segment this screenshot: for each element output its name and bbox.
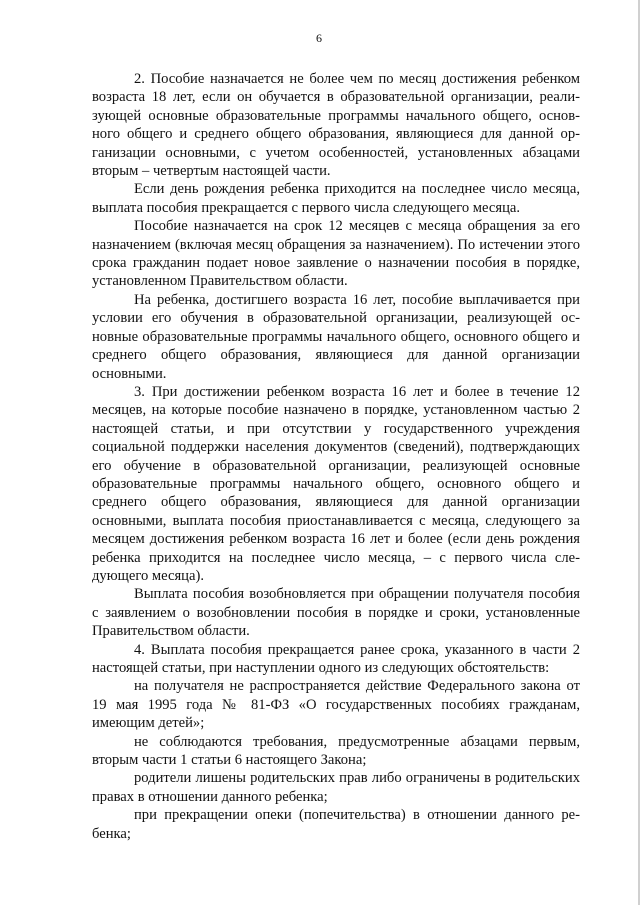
paragraph-11: при прекращении опеки (попечительства) в отношении данного ребенка; xyxy=(92,807,580,842)
paragraph-10: родители лишены родительских прав либо ограничены в родительских правах в отношении данного ребенка; xyxy=(92,770,580,805)
paragraph-8: на получателя не распространяется действие Федерального закона от 19 мая 1995 года № 81-ФЗ «О государственных пособиях гражданам, имеющим детей»; xyxy=(92,678,580,732)
page-number: 6 xyxy=(316,31,322,45)
paragraph-1: 2. Пособие назначается не более чем по месяц достижения ребенком возраста 18 лет, если он обучается в образовательной организации, реализующей основные образовательные программы начального общего, основного общего и среднего общего образования, являющиеся для данной организации основными, с учетом особенностей, установленных абзацами вторым – четвертым настоящей части. xyxy=(92,71,580,180)
paragraph-5: 3. При достижении ребенком возраста 16 лет и более в течение 12 месяцев, на которые пособие назначено в порядке, установленном частью 2 настоящей статьи, и при отсутствии у государственного учреждения социальной поддержки населения документов (сведений), подтверждающих его обучение в образовательной организации, реализующей основные образовательные программы начального общего, основного общего и среднего общего образования, являющиеся для данной организации основными, выплата пособия приостанавливается с месяца, следующего за месяцем достижения ребенком возраста 16 лет и более (если день рождения ребенка приходится на последнее число месяца, – с первого числа следующего месяца). xyxy=(92,383,580,584)
paragraph-2: Если день рождения ребенка приходится на последнее число месяца, выплата пособия прекращается с первого числа следующего месяца. xyxy=(92,181,580,216)
paragraph-9: не соблюдаются требования, предусмотренные абзацами первым, вторым части 1 статьи 6 настоящего Закона; xyxy=(92,733,580,769)
paragraph-6: Выплата пособия возобновляется при обращении получателя пособия с заявлением о возобновлении пособия в порядке и сроки, установленные Правительством области. xyxy=(92,586,580,640)
paragraph-4: На ребенка, достигшего возраста 16 лет, пособие выплачивается при условии его обучения в образовательной организации, реализующей основные образовательные программы начального общего, основного общего и среднего общего образования, являющиеся для данной организации основными. xyxy=(92,291,580,382)
paragraph-3: Пособие назначается на срок 12 месяцев с месяца обращения за его назначением (включая месяц обращения за назначением). По истечении этого срока гражданин подает новое заявление о назначении пособия в порядке, установленном Правительством области. xyxy=(92,218,580,290)
paragraph-7: 4. Выплата пособия прекращается ранее срока, указанного в части 2 настоящей статьи, при наступлении одного из следующих обстоятельств: xyxy=(92,641,580,676)
document-body xyxy=(92,70,580,843)
